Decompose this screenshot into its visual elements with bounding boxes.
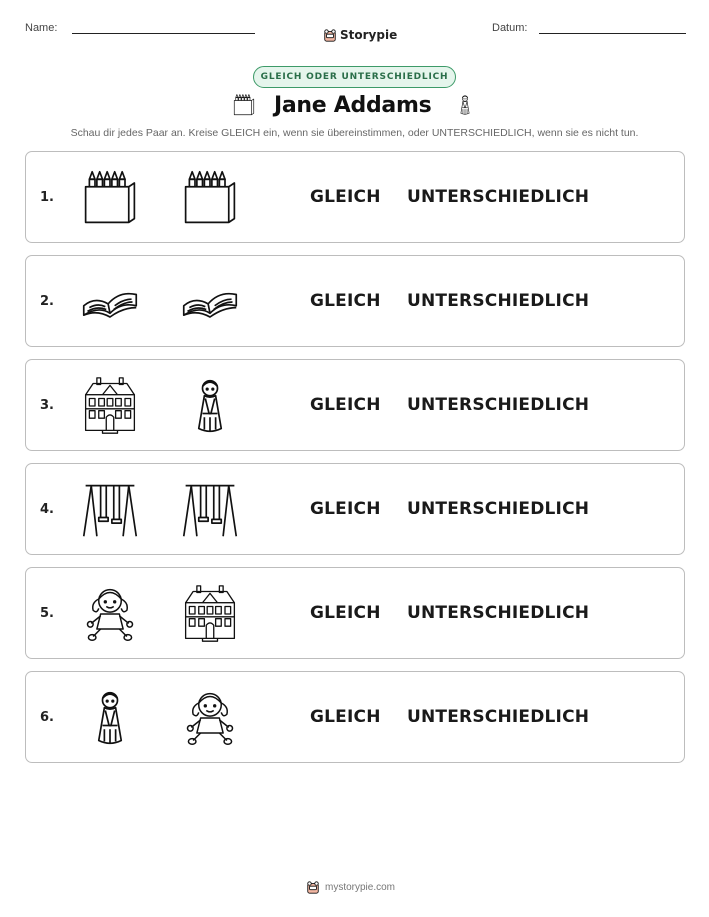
option-different[interactable]: UNTERSCHIEDLICH (407, 707, 590, 727)
pair-picture-left (78, 270, 142, 334)
option-different[interactable]: UNTERSCHIEDLICH (407, 499, 590, 519)
header (0, 14, 709, 44)
open-book-icon (80, 272, 140, 332)
crayon-box-icon (180, 168, 240, 228)
pair-card (25, 255, 685, 347)
pair-picture-right (178, 478, 242, 542)
peg-doll-icon (80, 688, 140, 748)
pair-number: 4. (40, 502, 54, 517)
pair-picture-right (178, 686, 242, 750)
option-same[interactable]: GLEICH (310, 707, 381, 727)
option-same[interactable]: GLEICH (310, 395, 381, 415)
option-same[interactable]: GLEICH (310, 291, 381, 311)
footer-url: mystorypie.com (325, 881, 396, 893)
pair-number: 5. (40, 606, 54, 621)
pair-card (25, 151, 685, 243)
option-different[interactable]: UNTERSCHIEDLICH (407, 603, 590, 623)
pair-picture-left (78, 686, 142, 750)
option-different[interactable]: UNTERSCHIEDLICH (407, 187, 590, 207)
badge-label: GLEICH ODER UNTERSCHIEDLICH (260, 72, 449, 82)
pair-card (25, 359, 685, 451)
pair-picture-right (178, 582, 242, 646)
date-label: Datum: (492, 22, 528, 34)
rag-doll-icon (80, 584, 140, 644)
pair-number: 3. (40, 398, 54, 413)
pair-picture-left (78, 582, 142, 646)
pair-card (25, 463, 685, 555)
pair-picture-right (178, 270, 242, 334)
open-book-icon (180, 272, 240, 332)
house-icon (80, 376, 140, 436)
swing-set-icon (80, 480, 140, 540)
date-field[interactable] (539, 33, 686, 34)
pair-number: 1. (40, 190, 54, 205)
swing-set-icon (180, 480, 240, 540)
pair-card (25, 567, 685, 659)
worksheet-type-badge (253, 66, 456, 88)
crayon-box-icon (80, 168, 140, 228)
storypie-logo-icon (306, 880, 320, 894)
name-label: Name: (25, 22, 58, 34)
pair-picture-left (78, 374, 142, 438)
option-different[interactable]: UNTERSCHIEDLICH (407, 395, 590, 415)
pair-number: 6. (40, 710, 54, 725)
pair-picture-right (178, 166, 242, 230)
pair-picture-left (78, 478, 142, 542)
option-same[interactable]: GLEICH (310, 603, 381, 623)
instructions: Schau dir jedes Paar an. Kreise GLEICH ein, wenn sie übereinstimmen, oder UNTERSCHIEDLICH, wenn sie es nicht tun. (70, 127, 639, 139)
pair-picture-right (178, 374, 242, 438)
pair-card (25, 671, 685, 763)
storypie-logo-icon (323, 28, 337, 42)
footer (306, 880, 395, 894)
peg-doll-icon (180, 376, 240, 436)
name-field[interactable] (72, 33, 255, 34)
pair-picture-left (78, 166, 142, 230)
rag-doll-icon (180, 688, 240, 748)
brand-name: Storypie (340, 28, 398, 42)
option-same[interactable]: GLEICH (310, 499, 381, 519)
page-title: Jane Addams (274, 93, 432, 118)
house-icon (180, 584, 240, 644)
crayon-box-icon (232, 92, 256, 118)
brand-logo (323, 28, 397, 42)
title-row (0, 90, 709, 124)
option-same[interactable]: GLEICH (310, 187, 381, 207)
option-different[interactable]: UNTERSCHIEDLICH (407, 291, 590, 311)
peg-doll-icon (454, 90, 476, 120)
pair-number: 2. (40, 294, 54, 309)
